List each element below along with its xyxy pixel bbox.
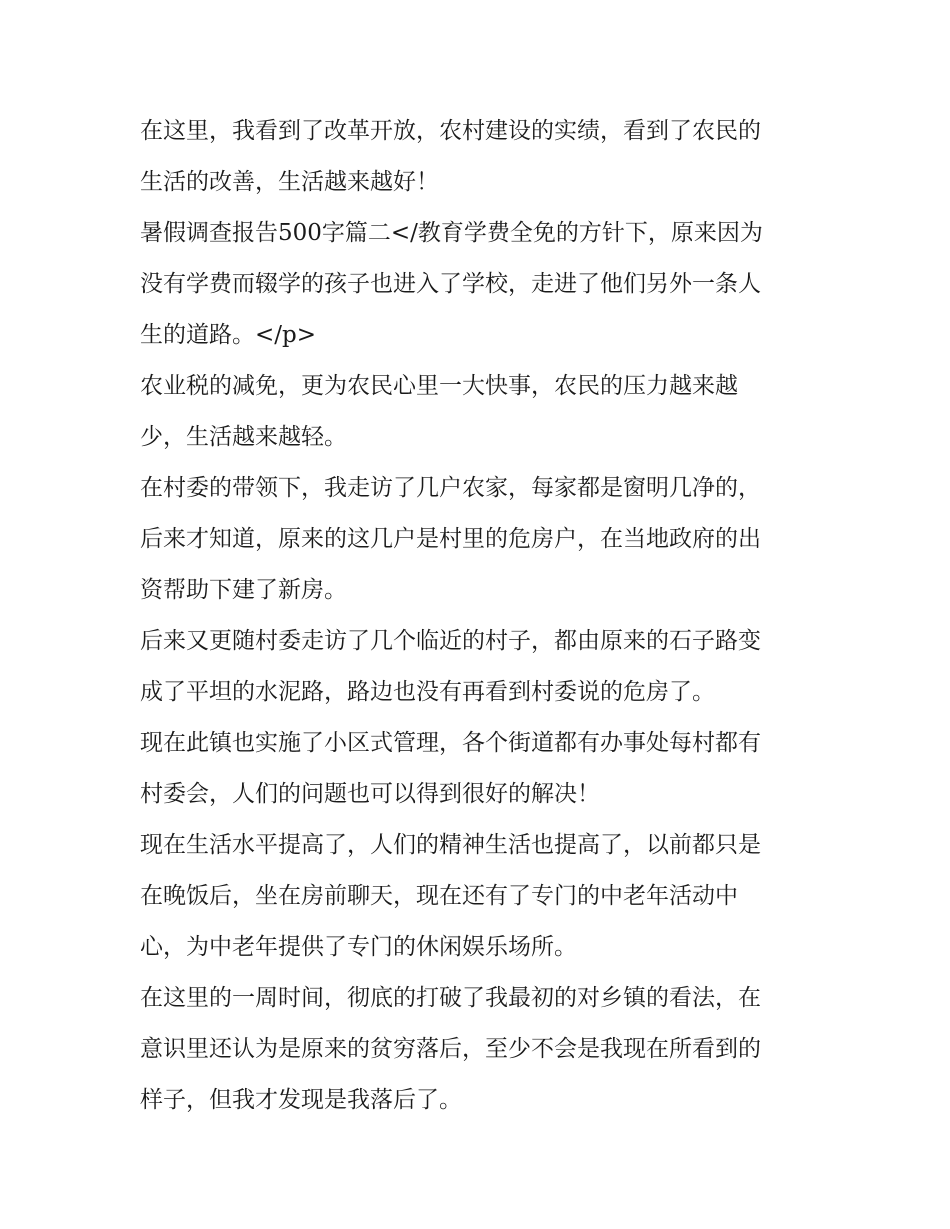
text-line: 农业税的减免，更为农民心里一大快事，农民的压力越来越 (140, 373, 738, 399)
paragraph-8 (140, 973, 812, 1126)
text-line: 生的道路。</p> (140, 322, 317, 348)
text-line: 后来又更随村委走访了几个临近的村子，都由原来的石子路变 (140, 628, 761, 654)
text-line: 生活的改善，生活越来越好！ (140, 169, 439, 195)
text-line: 心，为中老年提供了专门的休闲娱乐场所。 (140, 934, 577, 960)
paragraph-1 (140, 106, 812, 208)
text-line: 成了平坦的水泥路，路边也没有再看到村委说的危房了。 (140, 679, 715, 705)
document-body (140, 106, 812, 1126)
text-line: 少，生活越来越轻。 (140, 424, 347, 450)
text-line: 意识里还认为是原来的贫穷落后，至少不会是我现在所看到的 (140, 1036, 761, 1062)
paragraph-4 (140, 463, 812, 616)
text-line: 样子，但我才发现是我落后了。 (140, 1087, 462, 1113)
text-line: 后来才知道，原来的这几户是村里的危房户，在当地政府的出 (140, 526, 761, 552)
text-line: 在村委的带领下，我走访了几户农家，每家都是窗明几净的， (140, 475, 761, 501)
paragraph-7 (140, 820, 812, 973)
text-line: 在晚饭后，坐在房前聊天，现在还有了专门的中老年活动中 (140, 883, 738, 909)
text-line: 没有学费而辍学的孩子也进入了学校，走进了他们另外一条人 (140, 271, 761, 297)
paragraph-6 (140, 718, 812, 820)
text-line: 现在此镇也实施了小区式管理，各个街道都有办事处每村都有 (140, 730, 761, 756)
text-line: 在这里的一周时间，彻底的打破了我最初的对乡镇的看法，在 (140, 985, 761, 1011)
text-line: 村委会，人们的问题也可以得到很好的解决！ (140, 781, 600, 807)
paragraph-3 (140, 361, 812, 463)
text-line: 在这里，我看到了改革开放，农村建设的实绩，看到了农民的 (140, 118, 761, 144)
paragraph-5 (140, 616, 812, 718)
text-line: 资帮助下建了新房。 (140, 577, 347, 603)
text-line: 现在生活水平提高了，人们的精神生活也提高了，以前都只是 (140, 832, 761, 858)
text-line: 暑假调查报告500字篇二</教育学费全免的方针下，原来因为 (140, 220, 763, 246)
paragraph-2 (140, 208, 812, 361)
